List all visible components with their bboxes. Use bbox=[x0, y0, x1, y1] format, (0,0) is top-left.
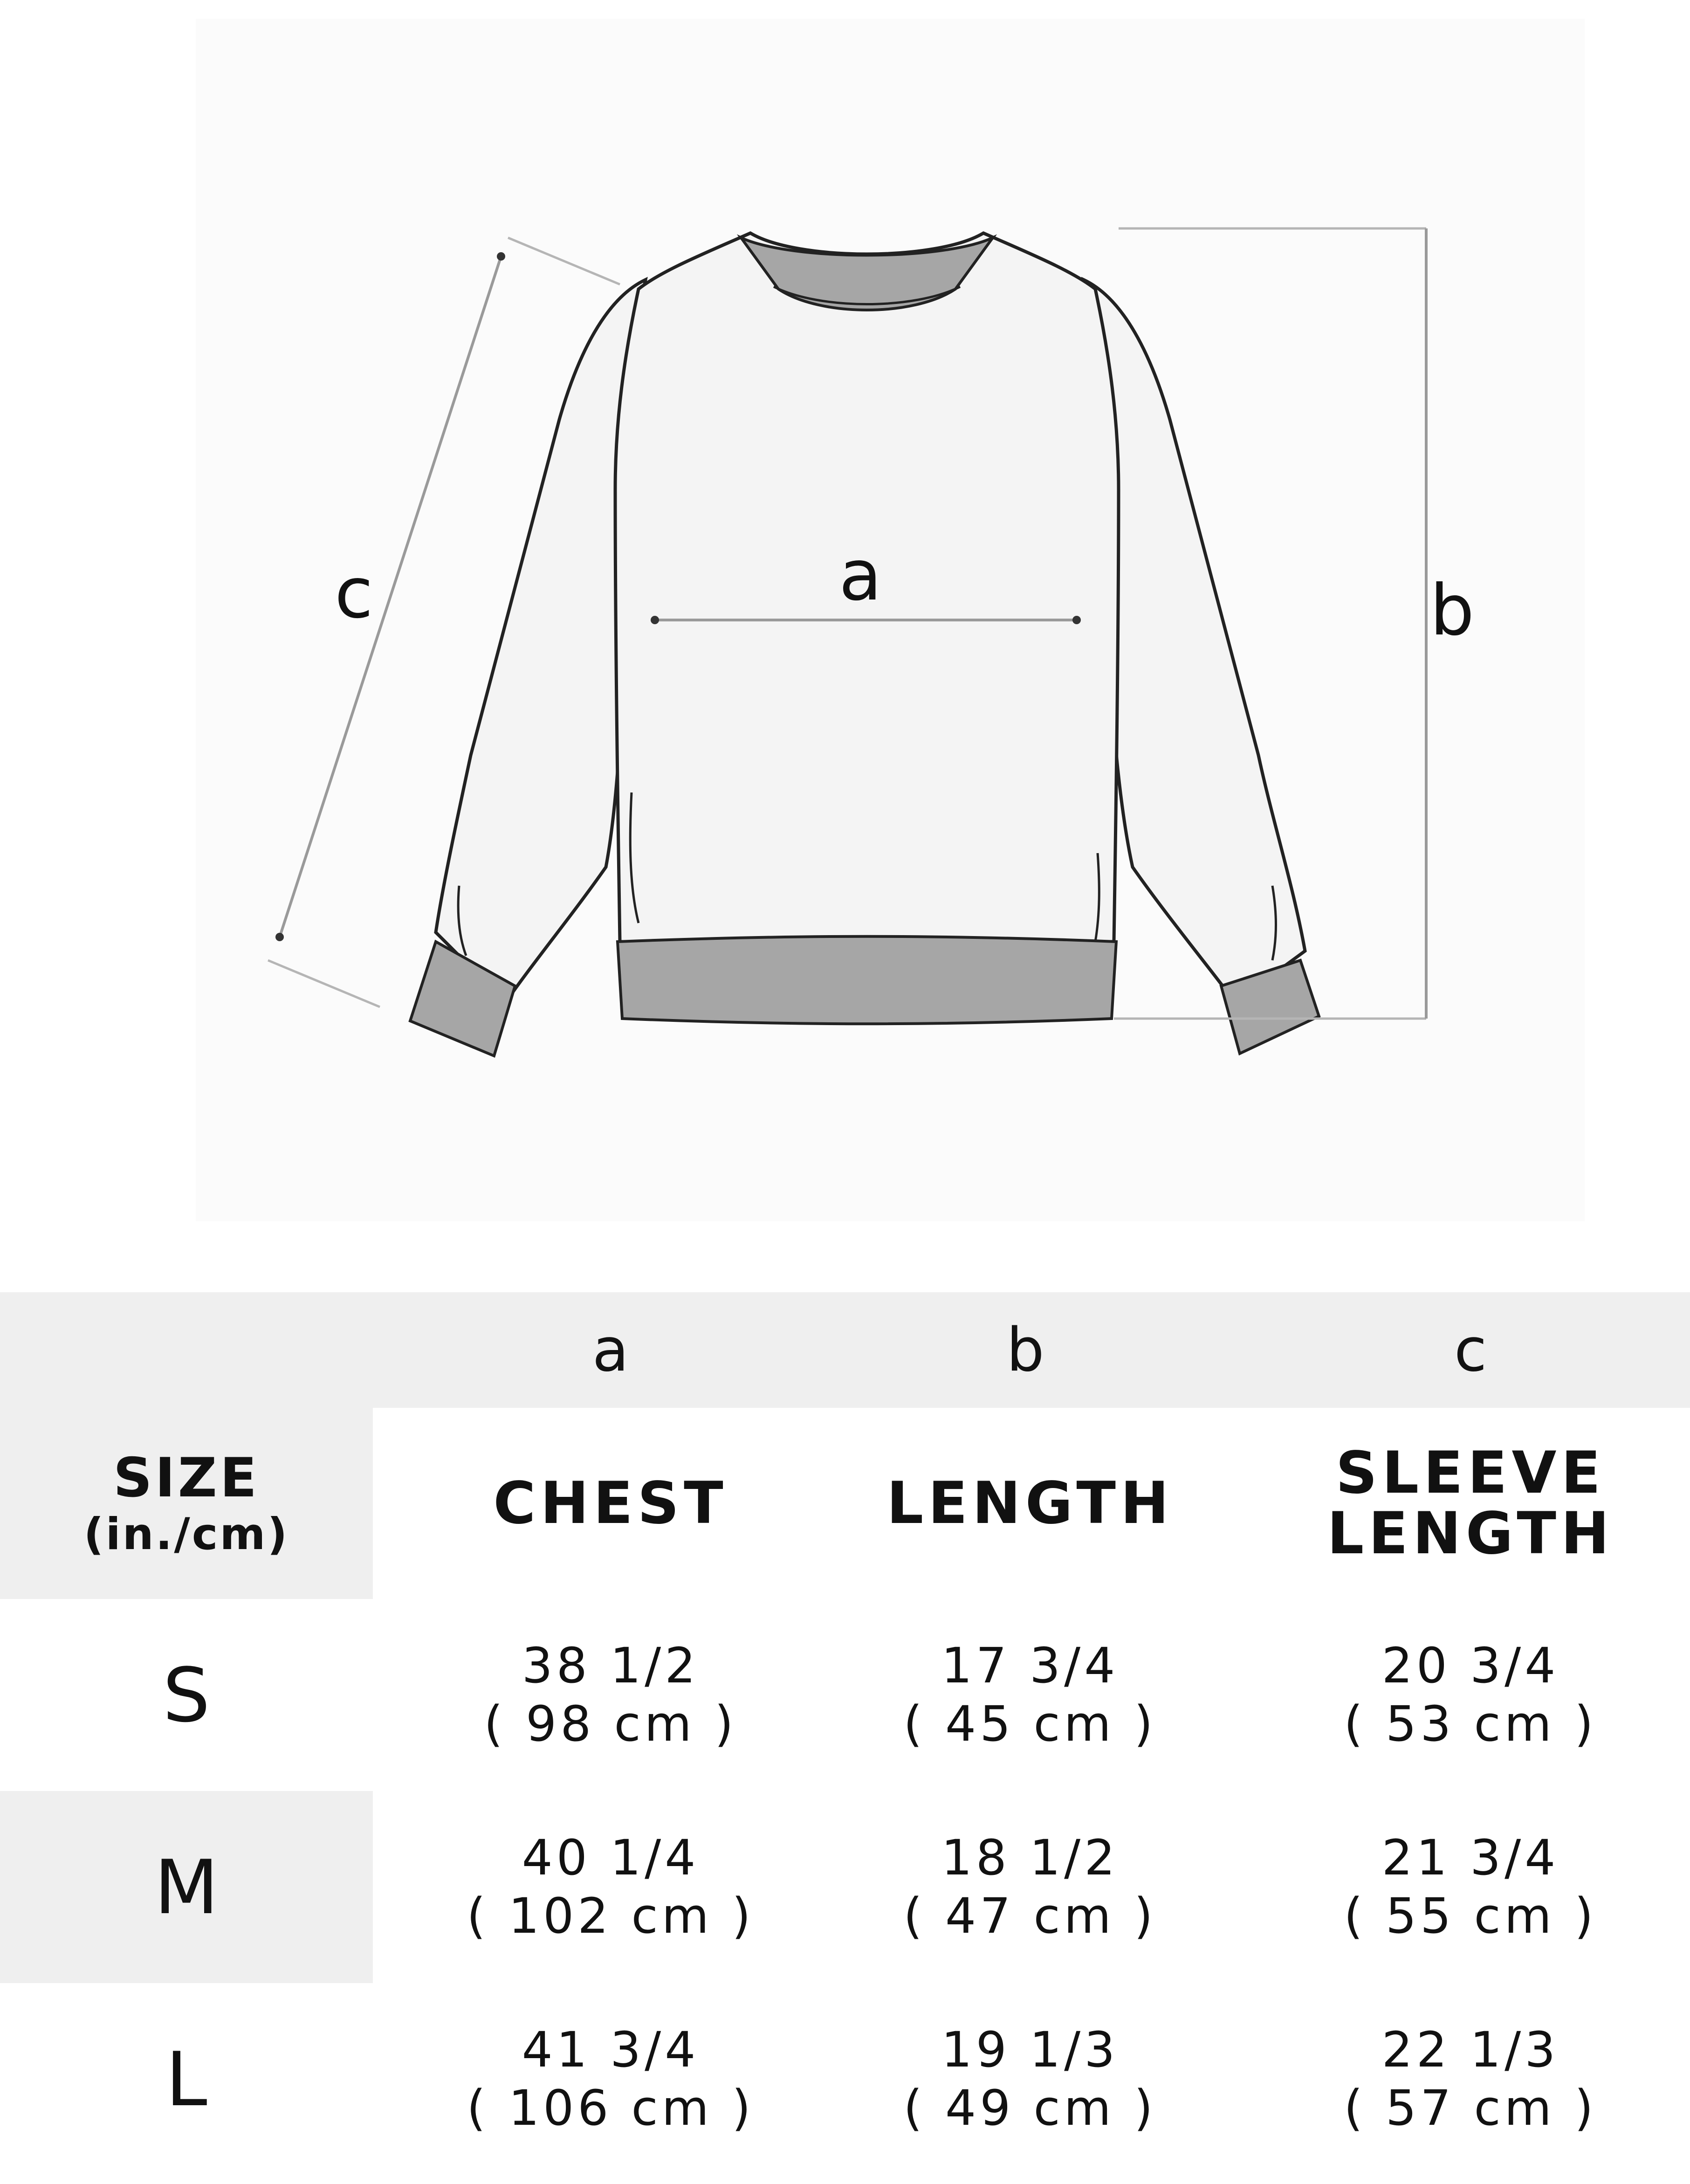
row-l-length-cm: ( 49 cm ) bbox=[903, 2080, 1157, 2136]
row-s-size: S bbox=[163, 1651, 210, 1739]
row-m-size: M bbox=[154, 1843, 219, 1931]
row-s-sleeve bbox=[1284, 1599, 1657, 1791]
row-l-length-in: 19 1/3 bbox=[941, 2021, 1119, 2079]
row-m-chest-cm: ( 102 cm ) bbox=[467, 1888, 755, 1944]
row-m-chest bbox=[424, 1791, 797, 1983]
row-m-chest-in: 40 1/4 bbox=[522, 1829, 700, 1887]
header-size bbox=[0, 1408, 373, 1599]
row-l-chest-cm: ( 106 cm ) bbox=[467, 2080, 755, 2136]
size-chart-table bbox=[0, 1292, 1690, 2184]
dimension-label-a: a bbox=[839, 535, 882, 616]
row-s-chest-in: 38 1/2 bbox=[522, 1637, 700, 1695]
row-m-sleeve-cm: ( 55 cm ) bbox=[1344, 1888, 1597, 1944]
row-s-sleeve-in: 20 3/4 bbox=[1381, 1637, 1559, 1695]
header-chest-label: CHEST bbox=[493, 1469, 728, 1537]
row-l-sleeve-in: 22 1/3 bbox=[1381, 2021, 1559, 2079]
row-l-chest bbox=[424, 1983, 797, 2175]
header-size-label: SIZE bbox=[113, 1446, 260, 1509]
row-s-chest bbox=[424, 1599, 797, 1791]
dimension-label-c: c bbox=[335, 553, 373, 634]
row-l-sleeve-cm: ( 57 cm ) bbox=[1344, 2080, 1597, 2136]
dimension-label-b: b bbox=[1430, 570, 1475, 651]
header-sleeve-length bbox=[1284, 1408, 1657, 1599]
row-l-size: L bbox=[165, 2035, 207, 2123]
header-length bbox=[844, 1408, 1216, 1599]
hem-rib bbox=[618, 937, 1116, 1024]
header-chest bbox=[424, 1408, 797, 1599]
column-letter-b: b bbox=[1006, 1315, 1044, 1385]
row-m-length bbox=[844, 1791, 1216, 1983]
row-m-length-in: 18 1/2 bbox=[941, 1829, 1119, 1887]
row-s-sleeve-cm: ( 53 cm ) bbox=[1344, 1695, 1597, 1752]
row-s-chest-cm: ( 98 cm ) bbox=[484, 1695, 737, 1752]
row-l-chest-in: 41 3/4 bbox=[522, 2021, 700, 2079]
row-m-sleeve bbox=[1284, 1791, 1657, 1983]
header-sleeve-line2: LENGTH bbox=[1327, 1500, 1614, 1567]
column-letter-a: a bbox=[592, 1315, 629, 1385]
row-s-length-cm: ( 45 cm ) bbox=[903, 1695, 1157, 1752]
row-m-sleeve-in: 21 3/4 bbox=[1381, 1829, 1559, 1887]
header-length-label: LENGTH bbox=[886, 1469, 1174, 1537]
row-l-sleeve bbox=[1284, 1983, 1657, 2175]
header-units-label: (in./cm) bbox=[83, 1509, 289, 1560]
header-sleeve-line1: SLEEVE bbox=[1335, 1439, 1606, 1507]
row-l-length bbox=[844, 1983, 1216, 2175]
row-m-length-cm: ( 47 cm ) bbox=[903, 1888, 1157, 1944]
row-s-length-in: 17 3/4 bbox=[941, 1637, 1119, 1695]
column-letter-c: c bbox=[1454, 1315, 1487, 1385]
row-s-length bbox=[844, 1599, 1216, 1791]
